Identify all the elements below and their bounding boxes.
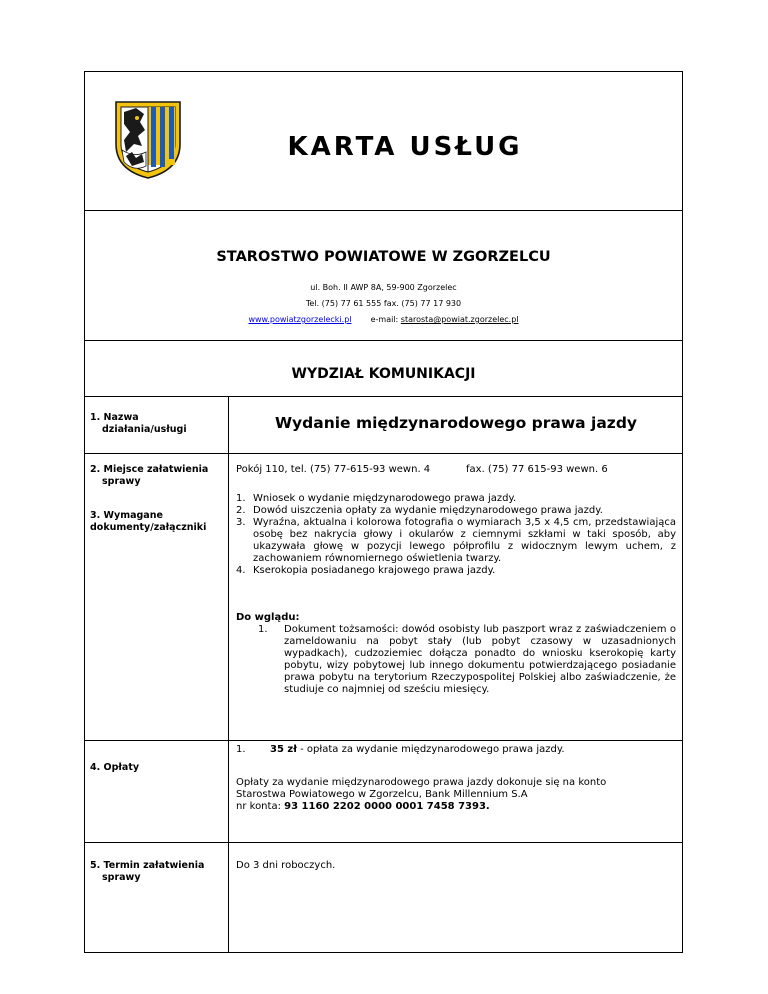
payment-info: Opłaty za wydanie międzynarodowego prawa jazdy dokonuje się na konto Starostwa Powiatowego w Zgorzelcu, Bank Millennium S.A nr konta: 93 1160 2202 0000 0001 7458 7393. [236,777,607,812]
location-fax: fax. (75) 77 615-93 wewn. 6 [466,464,608,475]
page-title: KARTA USŁUG [287,132,523,162]
review-title: Do wglądu: [236,612,300,623]
label-location: 2. Miejsce załatwienia sprawy [90,464,209,487]
label-service-name: 1. Nazwa działania/usługi [90,412,187,435]
deadline-value: Do 3 dni roboczych. [236,860,336,871]
website-link[interactable]: www.powiatzgorzelecki.pl [248,315,352,324]
location-room: Pokój 110, tel. (75) 77-615-93 wewn. 4 [236,464,431,475]
fee-line: 1. 35 zł - opłata za wydanie międzynarodowego prawa jazdy. [236,744,565,755]
account-number: 93 1160 2202 0000 0001 7458 7393. [284,801,490,812]
label-required-documents: 3. Wymagane dokumenty/załączniki [90,510,207,533]
label-deadline: 5. Termin załatwienia sprawy [90,860,205,883]
required-documents-list [236,493,676,577]
email-link[interactable]: starosta@powiat.zgorzelec.pl [400,315,519,324]
divider-department [84,396,683,397]
email-label: e-mail: [370,315,401,324]
list-item: 1. Wniosek o wydanie międzynarodowego prawa jazdy. [236,493,517,504]
office-phone: Tel. (75) 77 61 555 fax. (75) 77 17 930 [305,299,462,308]
department-name: WYDZIAŁ KOMUNIKACJI [291,366,476,382]
label-fees: 4. Opłaty [90,762,140,773]
review-documents-list [258,624,676,696]
divider-office [84,340,683,341]
list-item: 3. Wyraźna, aktualna i kolorowa fotografia o wymiarach 3,5 x 4,5 cm, przedstawiająca osobę bez nakrycia głowy i okularów z ciemnymi szkłami w taki sposób, aby ukazywała głowę w pozycji lewego półprofilu z widocznym lewym uchem, z zachowaniem równomiernego oświetlenia twarzy. [236,517,676,564]
list-item: 1. Dokument tożsamości: dowód osobisty lub paszport wraz z zaświadczeniem o zameldowaniu na pobyt stały (lub pobyt czasowy w uzasadnionych wypadkach), cudzoziemiec dołącza ponadto do wniosku kserokopię karty pobytu, wizy pobytowej lub innego dokumentu potwierdzającego posiadanie prawa pobytu na terytorium Rzeczypospolitej Polskiej albo zaświadczenie, że studiuje co najmniej od sześciu miesięcy. [258,624,676,695]
coat-of-arms-icon [114,100,182,180]
fee-amount: 35 zł [270,744,297,755]
service-name: Wydanie międzynarodowego prawa jazdy [274,414,638,432]
divider-header [84,210,683,211]
divider-row4 [84,842,683,843]
table-column-divider [228,396,229,953]
list-item: 4. Kserokopia posiadanego krajowego prawa jazdy. [236,565,496,576]
office-address: ul. Boh. II AWP 8A, 59-900 Zgorzelec [310,283,457,292]
divider-row3 [84,740,683,741]
office-name: STAROSTWO POWIATOWE W ZGORZELCU [216,249,551,265]
divider-row1 [84,453,683,454]
list-item: 2. Dowód uiszczenia opłaty za wydanie międzynarodowego prawa jazdy. [236,505,603,516]
office-contacts [84,315,683,324]
